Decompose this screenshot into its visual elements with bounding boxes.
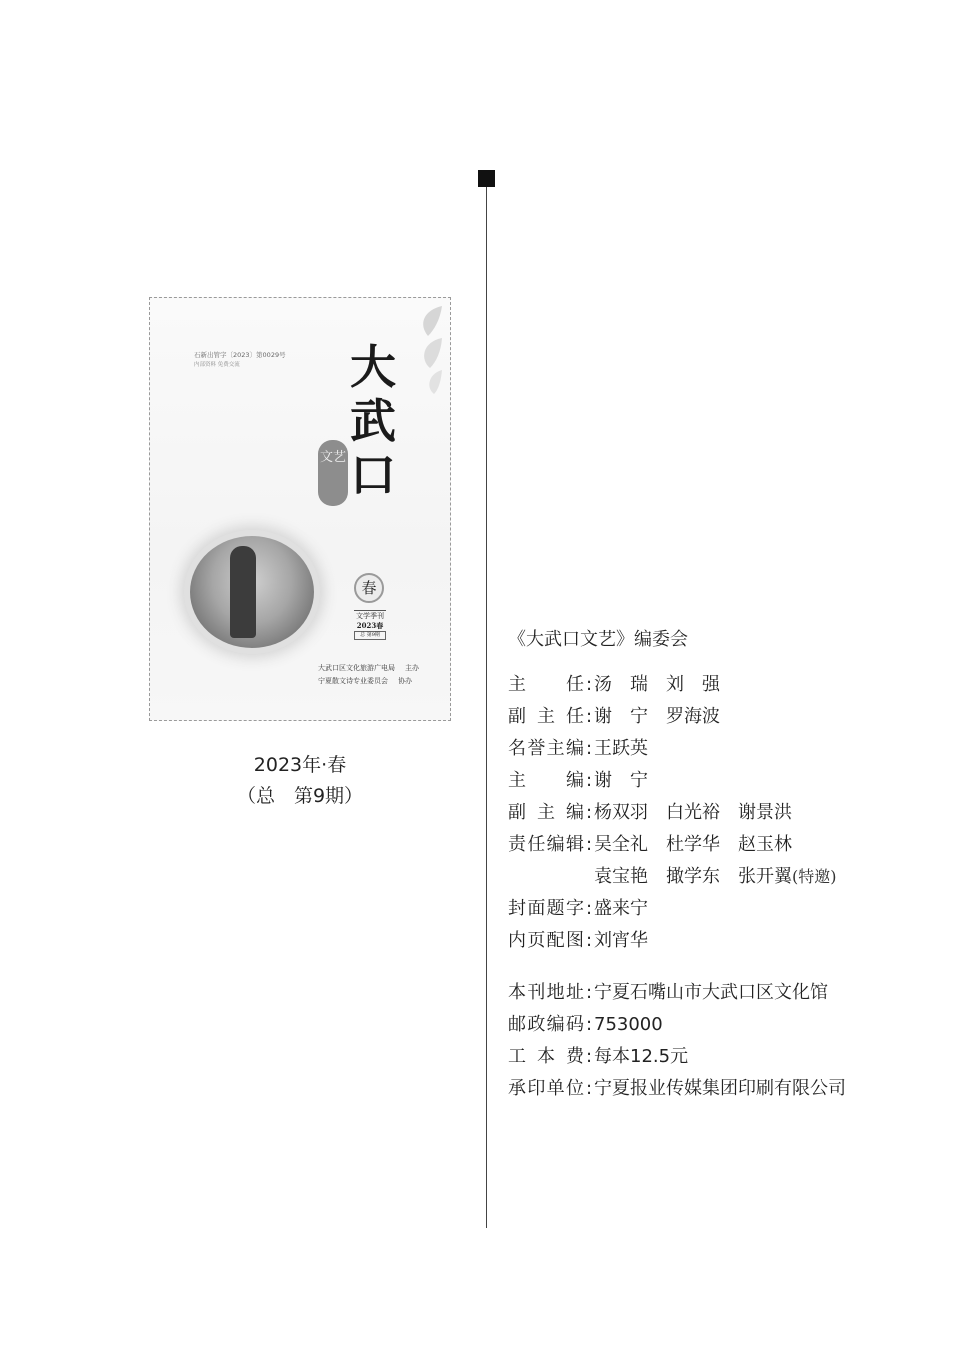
person-name: 吴全礼 <box>594 834 648 855</box>
row-deputy-editor: 副 主 编 : 杨双羽 白光裕 谢景洪 <box>508 800 810 826</box>
cover-issue-year: 2023春 <box>356 621 384 630</box>
row-deputy-director: 副 主 任 : 谢 宁 罗海波 <box>508 704 738 730</box>
person-name: 王跃英 <box>594 738 648 759</box>
row-label: 主 任 <box>508 674 584 695</box>
person-name: 谢 宁 <box>594 706 648 727</box>
address-value: 宁夏石嘴山市大武口区文化馆 <box>594 982 828 1003</box>
row-editors: 责任编辑 : 吴全礼 杜学华 赵玉林 <box>508 832 810 858</box>
row-label: 邮政编码 <box>508 1014 584 1035</box>
person-name: 汤 瑞 <box>594 674 648 695</box>
cover-photo <box>190 536 314 648</box>
row-label: 承印单位 <box>508 1078 584 1099</box>
person-name: 杜学华 <box>666 834 720 855</box>
person-name: 谢 宁 <box>594 770 648 791</box>
cover-organizer <box>318 663 419 673</box>
section-marker <box>478 170 495 187</box>
row-illustration: 内页配图 : 刘宵华 <box>508 928 666 954</box>
row-label: 名誉主编 <box>508 738 584 759</box>
cost-value: 每本12.5元 <box>594 1046 689 1067</box>
ginkgo-leaf-icon <box>414 302 444 398</box>
cover-seal: 文艺 <box>318 440 348 506</box>
season-badge: 春 <box>354 573 384 603</box>
person-name: 谢景洪 <box>738 802 792 823</box>
cover-title-char: 口 <box>350 448 396 502</box>
cover-internal-note: 内部资料 免费交流 <box>194 362 240 368</box>
cover-title <box>338 340 408 502</box>
cover-thumbnail <box>149 297 451 721</box>
performer-figure <box>230 546 256 638</box>
cover-issue-number: 总 第9期 <box>354 631 386 640</box>
person-name: 刘宵华 <box>594 930 648 951</box>
board-title: 《大武口文艺》编委会 <box>508 629 688 650</box>
guest-note: (特邀) <box>792 867 837 886</box>
row-label: 本刊地址 <box>508 982 584 1003</box>
row-cost: 工 本 费 : 每本12.5元 <box>508 1044 688 1070</box>
person-name: 刘 强 <box>666 674 720 695</box>
person-name: 杨双羽 <box>594 802 648 823</box>
row-label: 副 主 编 <box>508 802 584 823</box>
row-director: 主 任 : 汤 瑞 刘 强 <box>508 672 738 698</box>
person-name: 白光裕 <box>666 802 720 823</box>
row-label: 内页配图 <box>508 930 584 951</box>
row-postcode: 邮政编码 : 753000 <box>508 1012 663 1038</box>
row-honorary-editor: 名誉主编 : 王跃英 <box>508 736 666 762</box>
cover-co-organizer <box>318 676 412 686</box>
cover-issue-label: 文学季刊 <box>356 612 384 620</box>
row-label: 封面题字 <box>508 898 584 919</box>
row-label: 主 编 <box>508 770 584 791</box>
divider-line <box>486 187 487 1228</box>
issue-date: 2023年·春 <box>253 754 347 776</box>
person-name: 罗海波 <box>666 706 720 727</box>
cover-permit-number: 石新出管字〔2023〕第0029号 <box>194 351 286 359</box>
cover-co-organizer-name: 宁夏散文诗专业委员会 <box>318 677 388 685</box>
cover-title-char: 大 <box>350 340 396 394</box>
postcode-value: 753000 <box>594 1014 663 1035</box>
person-name: 撖学东 <box>666 866 720 887</box>
row-editors-continued <box>508 864 855 890</box>
printer-value: 宁夏报业传媒集团印刷有限公司 <box>594 1078 846 1099</box>
cover-title-char: 武 <box>350 394 396 448</box>
row-address: 本刊地址 : 宁夏石嘴山市大武口区文化馆 <box>508 980 828 1006</box>
cover-co-organizer-role: 协办 <box>398 677 412 685</box>
row-cover-calligraphy: 封面题字 : 盛来宁 <box>508 896 666 922</box>
issue-number: （总 第9期） <box>236 785 364 807</box>
cover-issue-box <box>354 610 386 640</box>
row-chief-editor: 主 编 : 谢 宁 <box>508 768 666 794</box>
person-name: 张开翼 <box>738 866 792 887</box>
cover-organizer-role: 主办 <box>405 664 419 672</box>
person-name: 赵玉林 <box>738 834 792 855</box>
cover-organizer-name: 大武口区文化旅游广电局 <box>318 664 395 672</box>
row-printer: 承印单位 : 宁夏报业传媒集团印刷有限公司 <box>508 1076 846 1102</box>
person-name: 袁宝艳 <box>594 866 648 887</box>
row-label: 工 本 费 <box>508 1046 584 1067</box>
row-label: 副 主 任 <box>508 706 584 727</box>
row-label: 责任编辑 <box>508 834 584 855</box>
person-name: 盛来宁 <box>594 898 648 919</box>
